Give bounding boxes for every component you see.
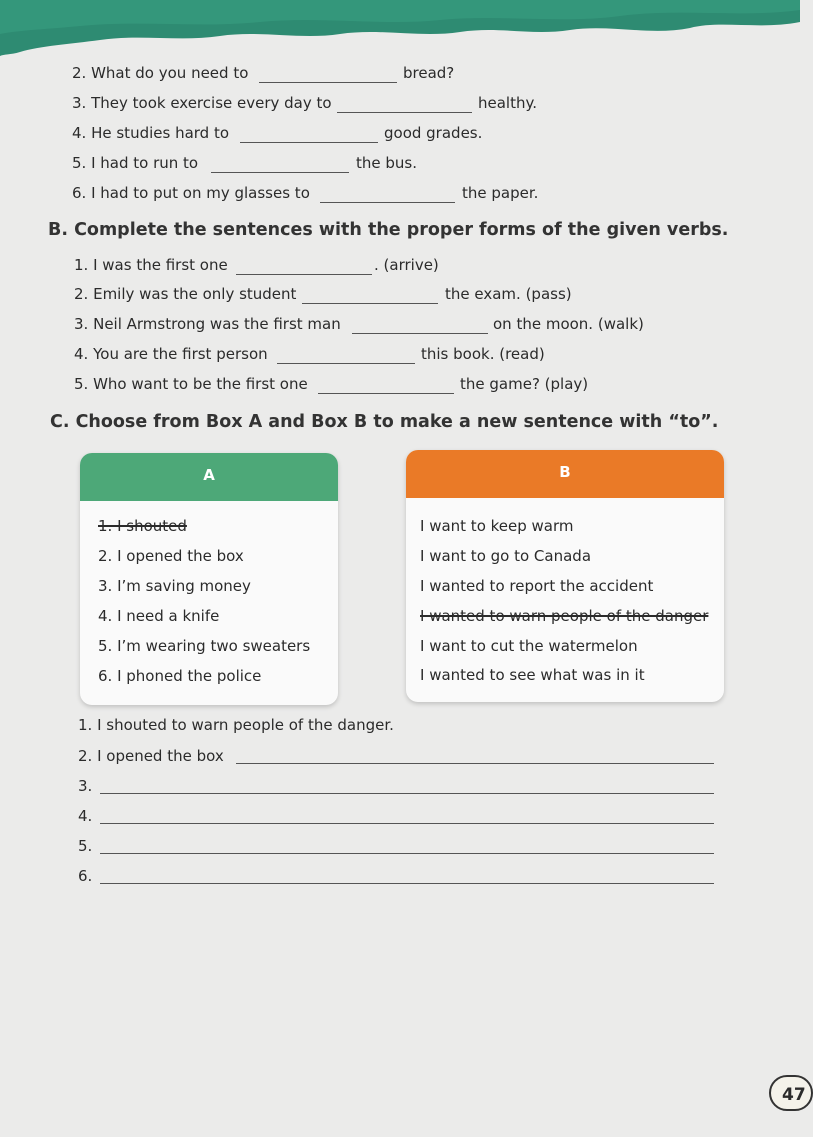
- item-text-after: bread?: [403, 64, 455, 82]
- item-number: 1.: [74, 256, 89, 274]
- item-number: 3.: [74, 315, 89, 333]
- answer-line[interactable]: [100, 853, 714, 854]
- item-number: 4.: [72, 124, 87, 142]
- box-b-item: I wanted to report the accident: [420, 577, 654, 595]
- top-banner: [0, 0, 800, 60]
- answer-line[interactable]: [100, 883, 714, 884]
- answer-line[interactable]: [100, 793, 714, 794]
- answer-blank[interactable]: [211, 172, 349, 173]
- answer-blank[interactable]: [240, 142, 378, 143]
- box-b-title: B: [559, 463, 571, 481]
- item-text: What do you need to: [91, 64, 249, 82]
- box-a-item: 1. I shouted: [98, 517, 187, 535]
- item-text-after: the game? (play): [460, 375, 589, 393]
- answer-blank[interactable]: [259, 82, 397, 83]
- answer-blank[interactable]: [277, 363, 415, 364]
- item-text: He studies hard to: [91, 124, 230, 142]
- item-text: You are the first person: [93, 345, 268, 363]
- answer-row: 5.: [78, 837, 93, 855]
- box-a-item: 4. I need a knife: [98, 607, 220, 625]
- answer-row: 2. I opened the box: [78, 747, 224, 765]
- item-number: 4.: [74, 345, 89, 363]
- item-text-after: healthy.: [478, 94, 537, 112]
- item-number: 3.: [72, 94, 87, 112]
- section-c-heading: C. Choose from Box A and Box B to make a new sentence with “to”.: [50, 412, 719, 432]
- item-text: They took exercise every day to: [91, 94, 332, 112]
- box-a-item: 2. I opened the box: [98, 547, 244, 565]
- box-a: [80, 453, 338, 705]
- item-number: 5.: [74, 375, 89, 393]
- answer-blank[interactable]: [302, 303, 438, 304]
- item-number: 2.: [72, 64, 87, 82]
- box-b: [406, 450, 724, 702]
- box-b-item: I wanted to warn people of the danger: [420, 607, 709, 625]
- answer-line[interactable]: [100, 823, 714, 824]
- answer-blank[interactable]: [352, 333, 488, 334]
- answer-blank[interactable]: [320, 202, 455, 203]
- item-number: 5.: [72, 154, 87, 172]
- answer-row: 4.: [78, 807, 93, 825]
- item-text-after: good grades.: [384, 124, 483, 142]
- box-a-item: 3. I’m saving money: [98, 577, 251, 595]
- section-a-item: [72, 64, 248, 82]
- item-number: 6.: [72, 184, 87, 202]
- item-text: I had to run to: [91, 154, 199, 172]
- section-b-item: [74, 285, 296, 303]
- section-b-heading: B. Complete the sentences with the proper forms of the given verbs.: [48, 220, 729, 240]
- answer-example: 1. I shouted to warn people of the danger.: [78, 716, 394, 734]
- page-number: 47: [769, 1075, 813, 1111]
- box-b-item: I want to cut the watermelon: [420, 637, 638, 655]
- item-number: 2.: [74, 285, 89, 303]
- answer-line[interactable]: [236, 763, 714, 764]
- item-text-after: . (arrive): [374, 256, 439, 274]
- section-a-item: [72, 94, 332, 112]
- section-b-item: [74, 315, 341, 333]
- item-text-after: the bus.: [356, 154, 417, 172]
- box-a-header: [80, 453, 338, 501]
- item-text: I had to put on my glasses to: [91, 184, 310, 202]
- item-text-after: the paper.: [462, 184, 539, 202]
- answer-blank[interactable]: [236, 274, 372, 275]
- section-b-item: [74, 345, 268, 363]
- box-b-item: I want to go to Canada: [420, 547, 592, 565]
- section-a-item: [72, 154, 198, 172]
- section-a-item: [72, 184, 310, 202]
- item-text: Neil Armstrong was the first man: [93, 315, 341, 333]
- item-text: I was the first one: [93, 256, 228, 274]
- section-b-item: [74, 256, 228, 274]
- box-a-item: 5. I’m wearing two sweaters: [98, 637, 311, 655]
- item-text-after: on the moon. (walk): [493, 315, 644, 333]
- item-text: Who want to be the first one: [93, 375, 308, 393]
- box-a-title: A: [203, 466, 215, 484]
- item-text: Emily was the only student: [93, 285, 297, 303]
- section-b-item: [74, 375, 308, 393]
- section-a-item: [72, 124, 229, 142]
- answer-blank[interactable]: [337, 112, 472, 113]
- box-b-item: I wanted to see what was in it: [420, 666, 645, 684]
- box-b-header: [406, 450, 724, 498]
- item-text-after: the exam. (pass): [445, 285, 572, 303]
- answer-row: 6.: [78, 867, 93, 885]
- box-a-item: 6. I phoned the police: [98, 667, 262, 685]
- answer-row: 3.: [78, 777, 93, 795]
- item-text-after: this book. (read): [421, 345, 545, 363]
- box-b-item: I want to keep warm: [420, 517, 574, 535]
- answer-blank[interactable]: [318, 393, 454, 394]
